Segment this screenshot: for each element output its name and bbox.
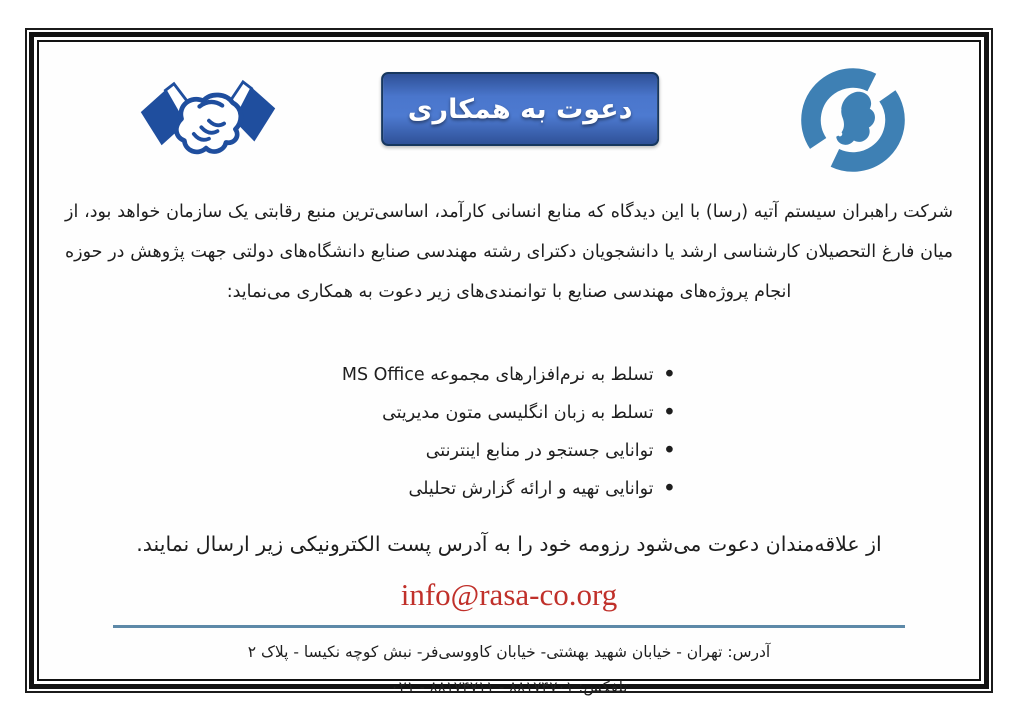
intro-paragraph: شرکت راهبران سیستم آتیه (رسا) با این دیدگاه که منابع انسانی کارآمد، اساسی‌ترین منبع رقابتی یک سازمان خواهد بود، از میان فارغ التحصیلان کارشناسی ارشد یا دانشجویان دکترای رشته مهندسی صنایع دانشگاه‌های دولتی جهت پژوهش در حوزه انجام پروژه‌های مهندسی صنایع با توانمندی‌های زیر دعوت به همکاری می‌نماید: — [65, 202, 953, 302]
requirement-item: • توانایی تهیه و ارائه گزارش تحلیلی — [342, 470, 676, 508]
document-frame — [25, 28, 993, 696]
telefax-line: تلفکس: ۸۸۱۷۴۷۰۱ - ۸۸۱۷۴۷۱۱ - ۰۲۱ — [390, 677, 628, 696]
handshake-icon — [137, 74, 279, 174]
title-banner — [381, 72, 659, 146]
banner-title: دعوت به همکاری — [407, 93, 633, 125]
contact-email: info@rasa-co.org — [400, 576, 618, 612]
footer-divider — [113, 625, 905, 628]
cta-text: از علاقه‌مندان دعوت می‌شود رزومه خود را به آدرس پست الکترونیکی زیر ارسال نمایند. — [136, 532, 882, 556]
address-line: آدرس: تهران - خیابان شهید بهشتی- خیابان کاووسی‌فر- نبش کوچه نکیسا - پلاک ۲ — [247, 642, 771, 661]
requirement-item: • تسلط به زبان انگلیسی متون مدیریتی — [342, 394, 676, 432]
requirement-item: • توانایی جستجو در منابع اینترنتی — [342, 432, 676, 470]
requirement-item: • تسلط به نرم‌افزارهای مجموعه MS Office — [342, 356, 676, 394]
header — [39, 46, 979, 174]
rasa-company-logo-icon — [793, 64, 913, 176]
requirements-list — [342, 356, 676, 508]
